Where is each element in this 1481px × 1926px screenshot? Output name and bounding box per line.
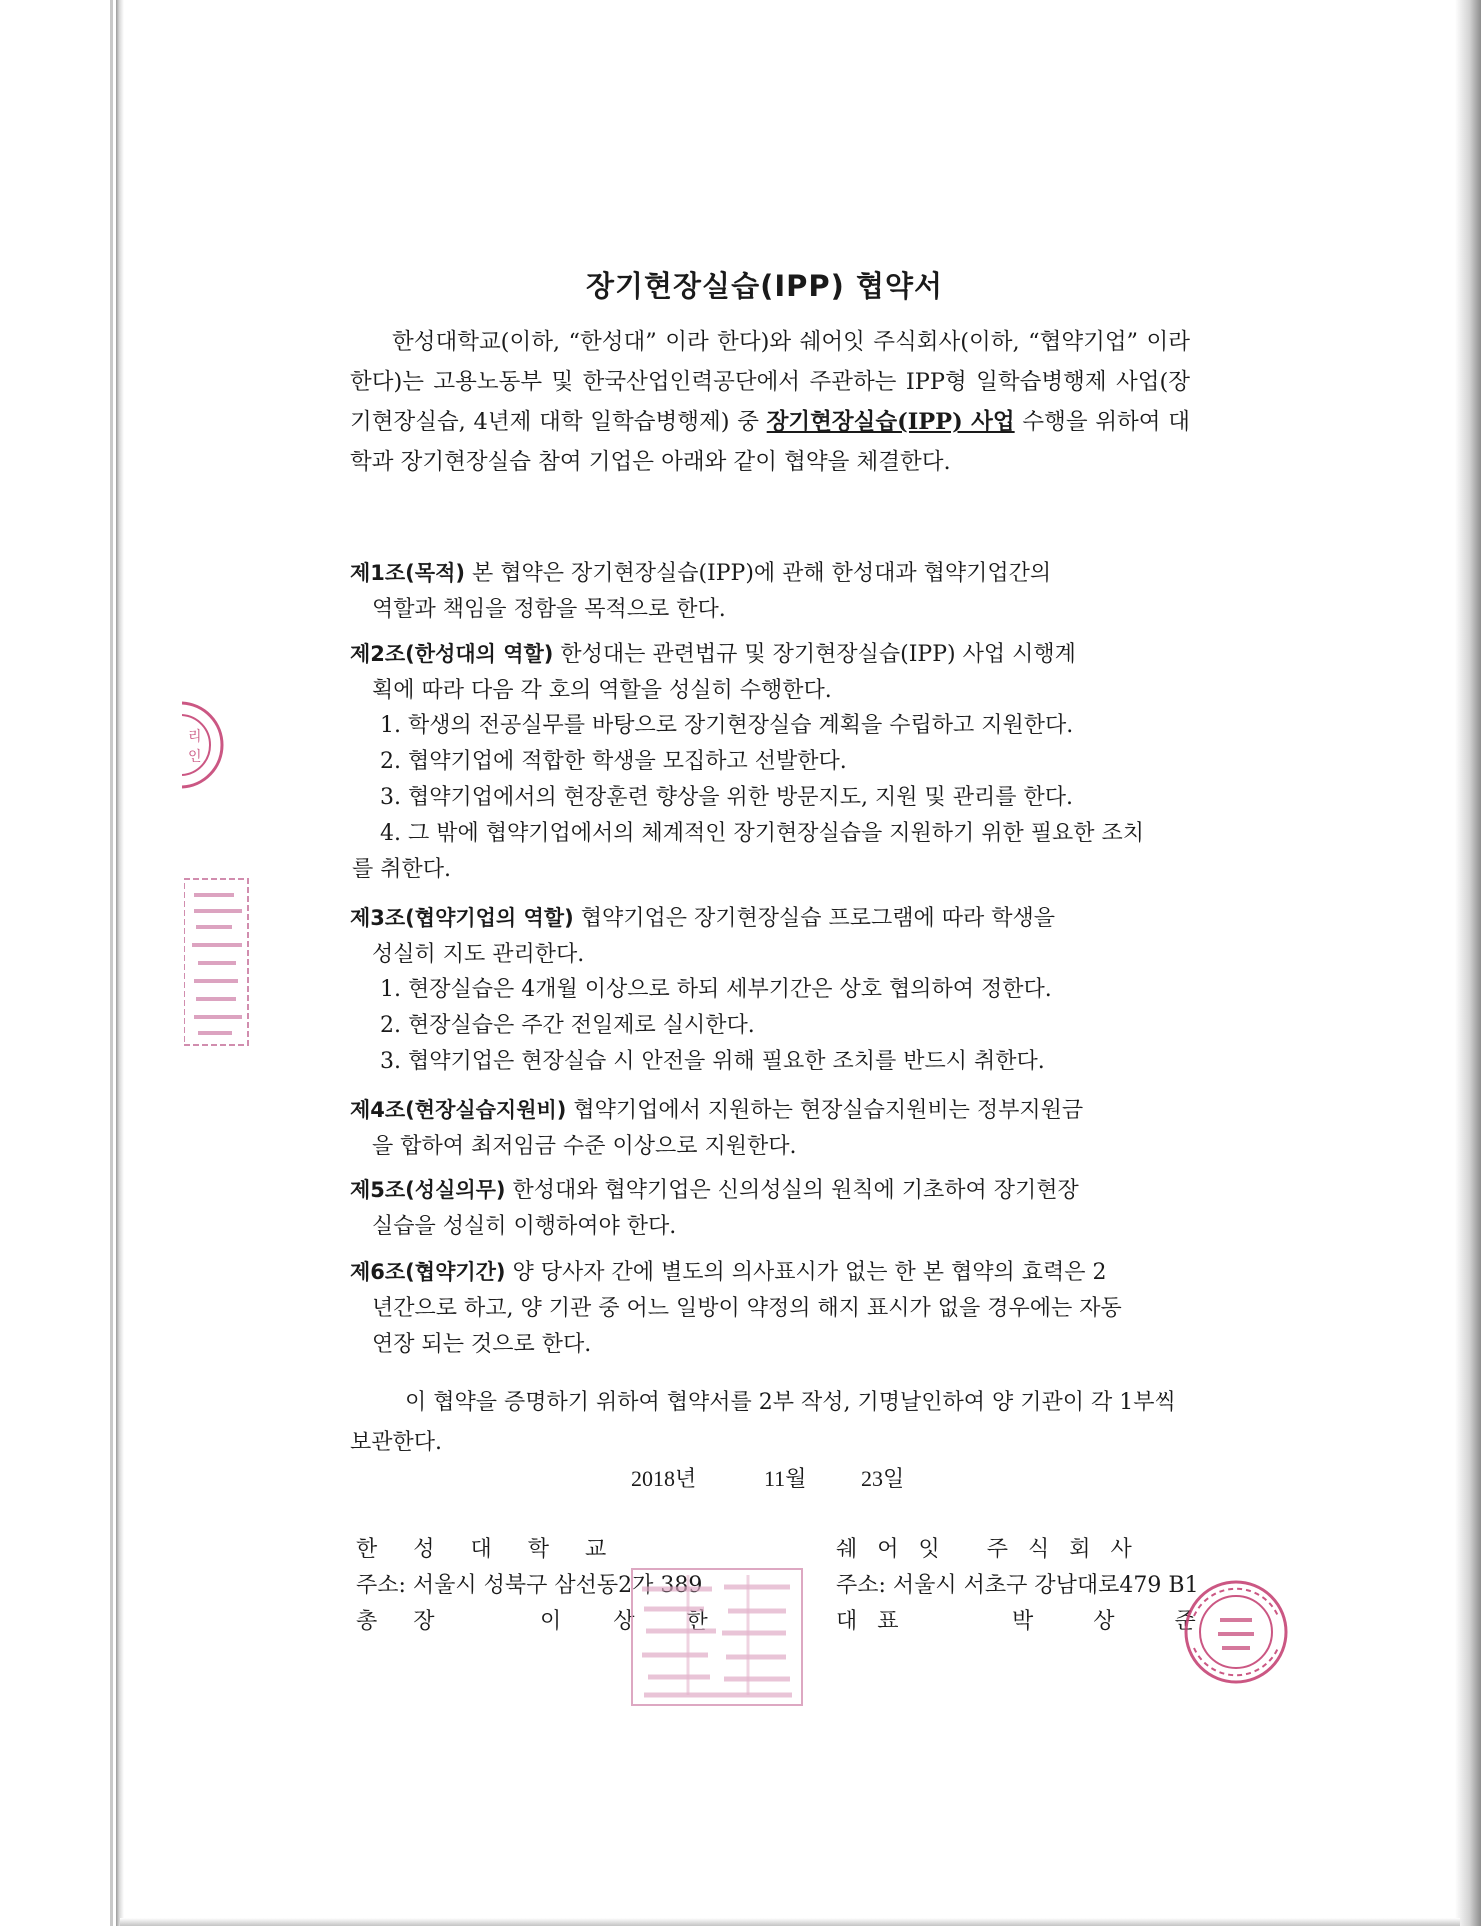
article-3-item-2: 2. 현장실습은 주간 전일제로 실시한다.	[380, 1013, 755, 1038]
article-line	[350, 555, 1200, 592]
article-3-item-3: 3. 협약기업은 현장실습 시 안전을 위해 필요한 조치를 반드시 취한다.	[380, 1049, 1045, 1074]
party-a-address: 주소: 서울시 성북구 삼선동2가 389	[356, 1573, 703, 1598]
article-2-item-4-cont: 를 취한다.	[352, 857, 451, 882]
article-text-cont: 연장 되는 것으로 한다.	[372, 1332, 592, 1357]
party-b-rep-name: 박상준	[1012, 1609, 1256, 1634]
partial-seal-stamp-left	[184, 875, 254, 1050]
article-heading: 제2조(한성대의 역할)	[350, 642, 554, 666]
article-heading: 제4조(현장실습지원비)	[350, 1098, 567, 1122]
article-line	[350, 1172, 1200, 1209]
article-4	[350, 1092, 1200, 1165]
article-2	[350, 636, 1200, 709]
page-edge-shadow	[110, 0, 113, 1926]
article-line	[350, 1092, 1200, 1129]
article-text-cont: 성실히 지도 관리한다.	[372, 942, 585, 967]
article-line	[350, 636, 1200, 673]
svg-text:인: 인	[188, 749, 202, 765]
document-title: 장기현장실습(IPP) 협약서	[586, 269, 944, 303]
article-5	[350, 1172, 1200, 1245]
party-a-rep-name: 이상한	[540, 1609, 760, 1634]
article-text-cont: 을 합하여 최저임금 수준 이상으로 지원한다.	[372, 1134, 797, 1159]
article-text: 양 당사자 간에 별도의 의사표시가 없는 한 본 협약의 효력은 2	[505, 1260, 1107, 1285]
article-6	[350, 1254, 1200, 1363]
article-heading: 제6조(협약기간)	[350, 1260, 506, 1284]
article-text: 협약기업은 장기현장실습 프로그램에 따라 학생을	[573, 906, 1055, 931]
closing-paragraph: 이 협약을 증명하기 위하여 협약서를 2부 작성, 기명날인하여 양 기관이 각 1부씩 보관한다.	[350, 1390, 1176, 1455]
article-2-item-1: 1. 학생의 전공실무를 바탕으로 장기현장실습 계획을 수립하고 지원한다.	[380, 713, 1074, 738]
party-a-name: 한성대학교	[356, 1537, 643, 1562]
article-line	[350, 900, 1200, 937]
article-line	[350, 1254, 1200, 1291]
partial-seal-stamp-top	[182, 695, 232, 795]
date-month: 11월	[764, 1466, 807, 1491]
party-b-rep-title: 대표	[836, 1609, 919, 1634]
page-edge-right	[1455, 0, 1481, 1926]
svg-text:리: 리	[188, 729, 202, 745]
article-3	[350, 900, 1200, 973]
article-text-cont: 역할과 책임을 정함을 목적으로 한다.	[372, 597, 726, 622]
article-heading: 제5조(성실의무)	[350, 1178, 506, 1202]
article-text-cont: 실습을 성실히 이행하여야 한다.	[372, 1214, 677, 1239]
party-b-name: 쉐어잇 주식회사	[836, 1537, 1152, 1562]
date-day: 23일	[861, 1466, 905, 1491]
intro-paragraph	[350, 322, 1190, 482]
university-seal-stamp	[628, 1565, 808, 1710]
article-text: 한성대는 관련법규 및 장기현장실습(IPP) 사업 시행계	[553, 642, 1076, 667]
article-text-cont: 년간으로 하고, 양 기관 중 어느 일방이 약정의 해지 표시가 없을 경우에는 자동	[372, 1296, 1122, 1321]
article-1	[350, 555, 1200, 628]
date-year: 2018년	[631, 1466, 697, 1491]
article-3-item-1: 1. 현장실습은 4개월 이상으로 하되 세부기간은 상호 협의하여 정한다.	[380, 977, 1052, 1002]
page-edge-bottom	[120, 1918, 1460, 1926]
party-a-rep-title: 총장	[356, 1609, 471, 1634]
company-seal-stamp	[1180, 1576, 1292, 1688]
article-text: 협약기업에서 지원하는 현장실습지원비는 정부지원금	[566, 1098, 1084, 1123]
party-b-address: 주소: 서울시 서초구 강남대로479 B1	[836, 1573, 1199, 1598]
article-text: 한성대와 협약기업은 신의성실의 원칙에 기초하여 장기현장	[505, 1178, 1079, 1203]
article-2-item-4: 4. 그 밖에 협약기업에서의 체계적인 장기현장실습을 지원하기 위한 필요한 조치	[380, 821, 1144, 846]
article-text-cont: 획에 따라 다음 각 호의 역할을 성실히 수행한다.	[372, 678, 832, 703]
intro-text-before: 한성대학교(이하, “한성대” 이라 한다)와 쉐어잇 주식회사(이하, “협약기업” 이라 한다)는 고용노동부 및 한국산업인력공단에서 주관하는 IPP형 일학습병행제 사업(장기현장실습, 4년제 대학 일학습병행제) 중	[350, 329, 1190, 435]
article-heading: 제1조(목적)	[350, 561, 465, 585]
page-edge-left	[116, 0, 124, 1926]
intro-underlined-text: 장기현장실습(IPP) 사업	[766, 409, 1015, 435]
article-heading: 제3조(협약기업의 역할)	[350, 906, 574, 930]
intro-text-after: 수행을 위하여 대학과 장기현장실습 참여 기업은 아래와 같이 협약을 체결한다.	[350, 409, 1190, 475]
article-text: 본 협약은 장기현장실습(IPP)에 관해 한성대과 협약기업간의	[464, 561, 1052, 586]
article-2-item-3: 3. 협약기업에서의 현장훈련 향상을 위한 방문지도, 지원 및 관리를 한다.	[380, 785, 1073, 810]
article-2-item-2: 2. 협약기업에 적합한 학생을 모집하고 선발한다.	[380, 749, 847, 774]
